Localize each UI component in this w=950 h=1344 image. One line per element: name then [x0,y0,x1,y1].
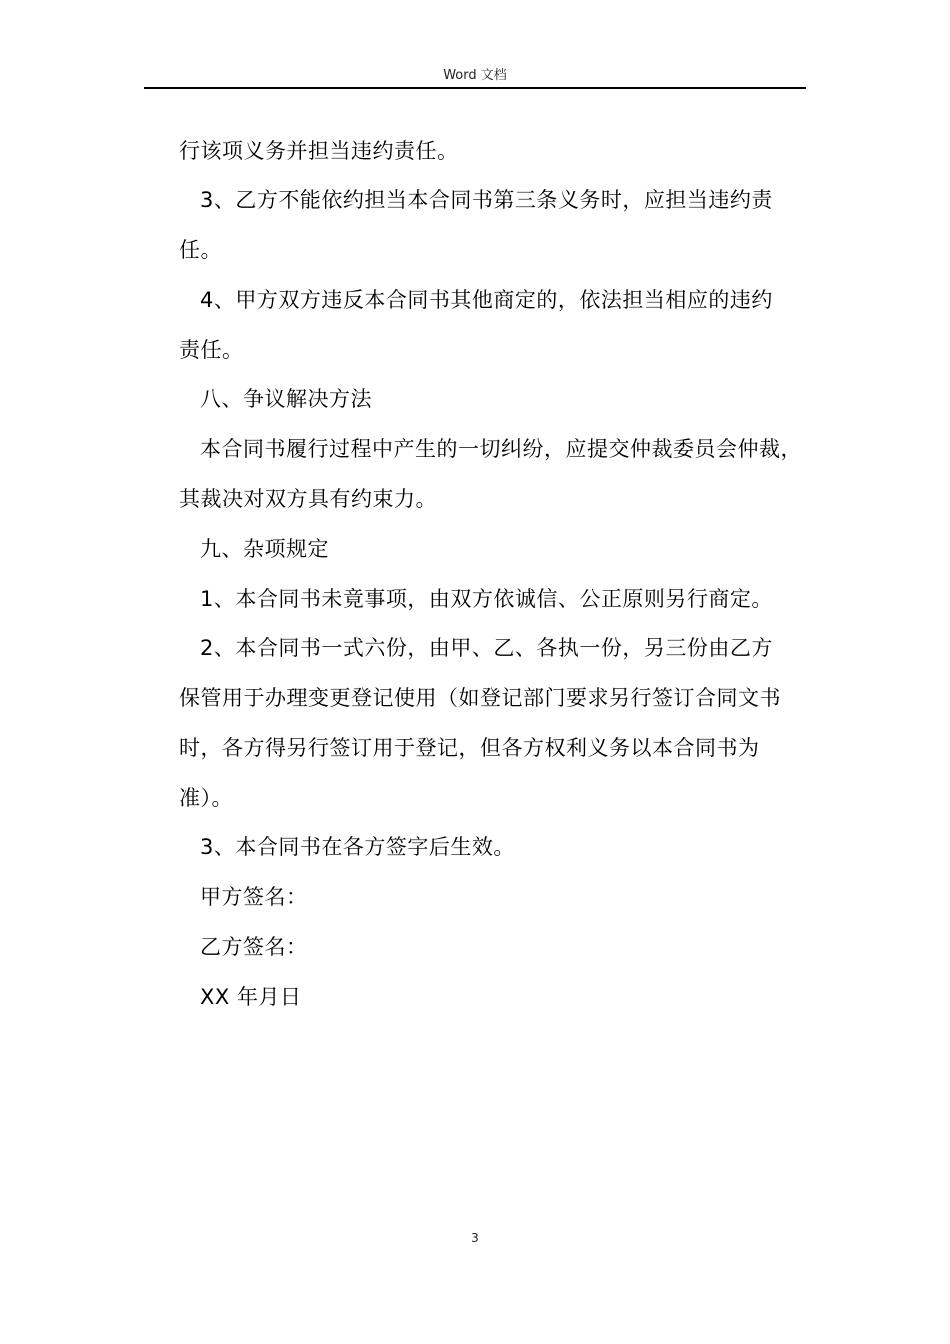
header-divider [144,87,806,89]
body-line: 1、本合同书未竟事项，由双方依诚信、公正原则另行商定。 [200,587,773,611]
signature-line-party-a: 甲方签名： [200,885,308,909]
signature-line-party-b: 乙方签名： [200,935,308,959]
body-line: 2、本合同书一式六份，由甲、乙、各执一份，另三份由乙方 [200,636,773,660]
page-number: 3 [471,1231,479,1245]
body-line: 责任。 [179,338,244,362]
body-line: 行该项义务并担当违约责任。 [179,139,459,163]
body-line: 4、甲方双方违反本合同书其他商定的，依法担当相应的违约 [200,288,773,312]
section-heading: 八、争议解决方法 [200,387,372,411]
body-line: 保管用于办理变更登记使用（如登记部门要求另行签订合同文书 [179,686,781,710]
body-line: 3、本合同书在各方签字后生效。 [200,835,515,859]
page-header-title: Word 文档 [443,68,507,83]
body-line: 准）。 [179,786,233,810]
body-line: 时，各方得另行签订用于登记，但各方权利义务以本合同书为 [179,736,760,760]
body-line: 其裁决对双方具有约束力。 [179,487,437,511]
section-heading: 九、杂项规定 [200,537,329,561]
body-line: 任。 [179,238,222,262]
body-line: 3、乙方不能依约担当本合同书第三条义务时，应担当违约责 [200,188,773,212]
date-line: XX 年月日 [200,985,302,1009]
body-line: 本合同书履行过程中产生的一切纠纷，应提交仲裁委员会仲裁， [200,437,802,461]
